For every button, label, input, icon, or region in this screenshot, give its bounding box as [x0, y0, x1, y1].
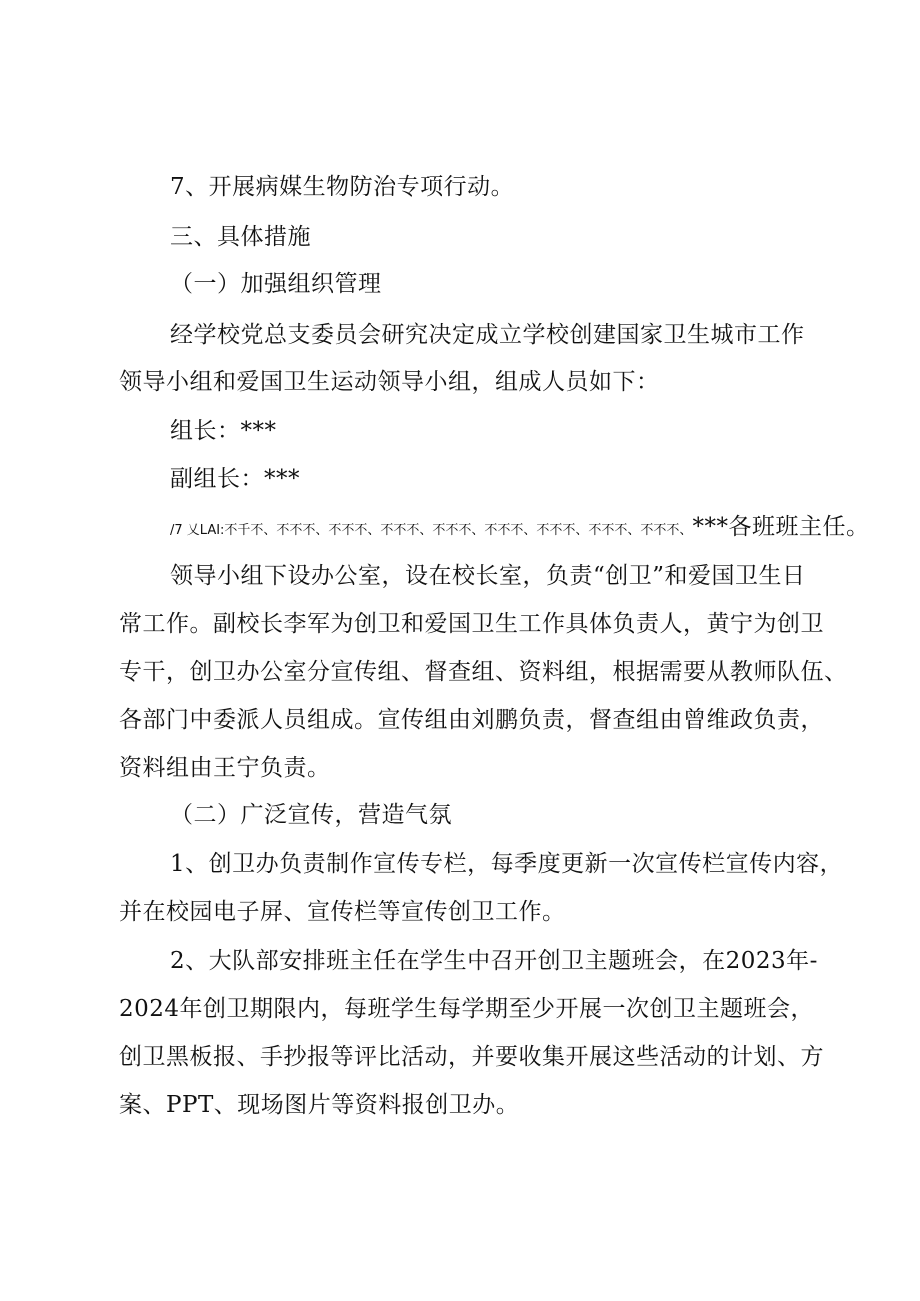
- members-suffix: ***各班班主任。: [692, 514, 870, 540]
- section-heading-3: 三、具体措施: [170, 224, 311, 250]
- paragraph-line: 领导小组下设办公室，设在校长室，负责“创卫”和爱国卫生日: [170, 563, 806, 589]
- paragraph-line: 经学校党总支委员会研究决定成立学校创建国家卫生城市工作: [170, 322, 805, 348]
- paragraph-line: 2024年创卫期限内，每班学生每学期至少开展一次创卫主题班会，: [119, 996, 815, 1022]
- paragraph-line: 创卫黑板报、手抄报等评比活动，并要收集开展这些活动的计划、方: [119, 1044, 824, 1070]
- paragraph-line: 各部门中委派人员组成。宣传组由刘鹏负责，督查组由曾维政负责，: [119, 707, 824, 733]
- paragraph-line: 并在校园电子屏、宣传栏等宣传创卫工作。: [119, 899, 566, 925]
- paragraph-line: 常工作。副校长李军为创卫和爱国卫生工作具体负责人，黄宁为创卫: [119, 611, 824, 637]
- garbled-members-text: /7 乂LAI:不千不、不不不、不不不、不不不、不不不、不不不、不不不、不不不、不不不、: [170, 523, 693, 538]
- paragraph-line: 资料组由王宁负责。: [119, 755, 331, 781]
- paragraph-line: 案、PPT、现场图片等资料报创卫办。: [119, 1092, 520, 1118]
- subsection-heading-2: （二）广泛宣传，营造气氛: [170, 802, 452, 828]
- list-item-7: 7、开展病媒生物防治专项行动。: [170, 174, 515, 200]
- paragraph-line: 2、大队部安排班主任在学生中召开创卫主题班会，在2023年-: [170, 948, 818, 974]
- deputy-leader-line: 副组长：***: [170, 466, 300, 492]
- leader-line: 组长：***: [170, 418, 277, 444]
- subsection-heading-1: （一）加强组织管理: [170, 271, 382, 297]
- paragraph-line: 1、创卫办负责制作宣传专栏，每季度更新一次宣传栏宣传内容，: [170, 851, 844, 877]
- members-line: [170, 512, 869, 546]
- paragraph-line: 领导小组和爱国卫生运动领导小组，组成人员如下：: [119, 369, 660, 395]
- paragraph-line: 专干，创卫办公室分宣传组、督查组、资料组，根据需要从教师队伍、: [119, 659, 848, 685]
